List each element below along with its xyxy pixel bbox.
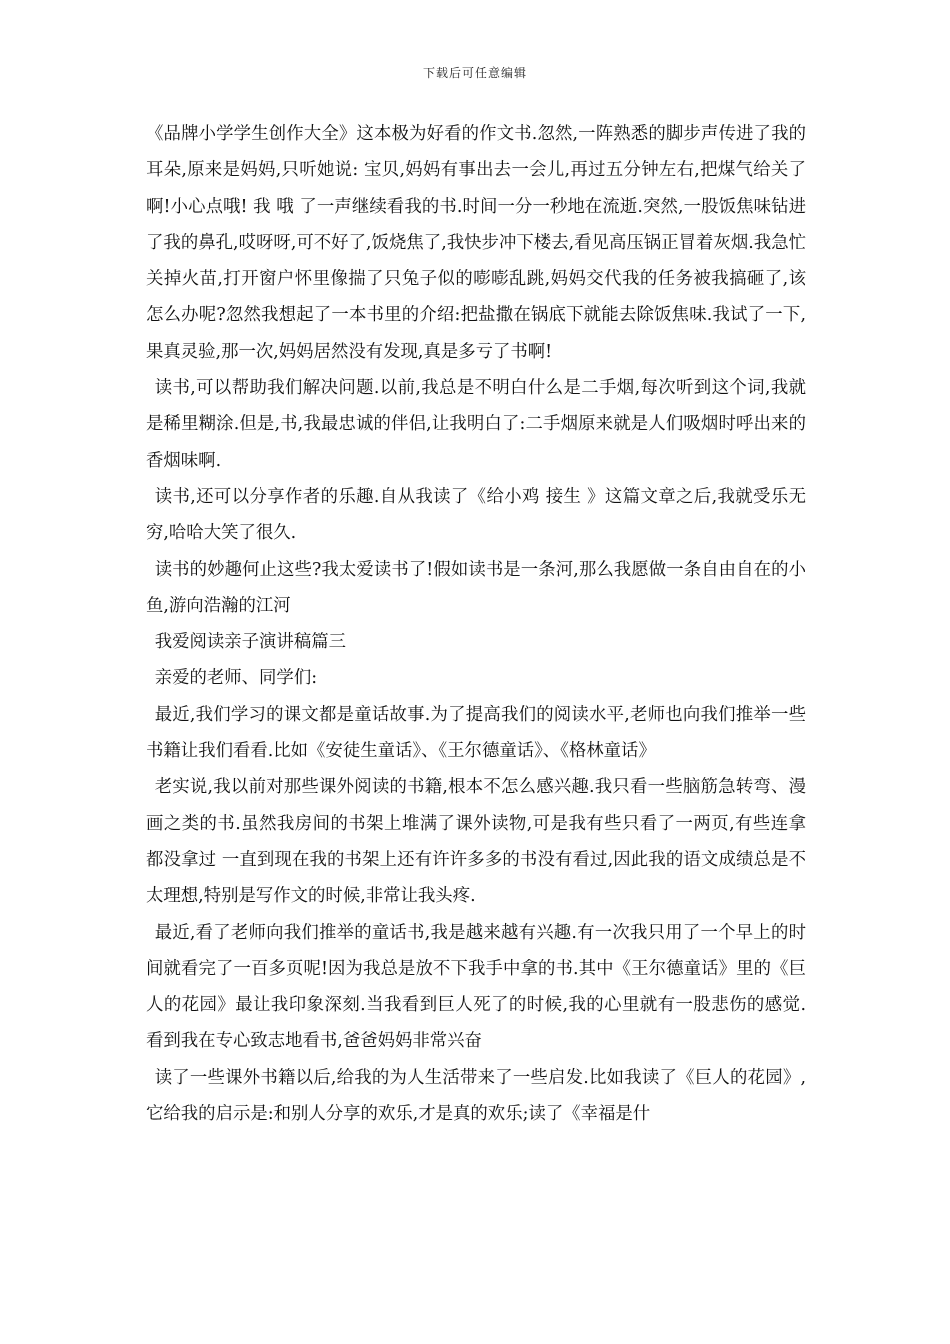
paragraph-4: 读书的妙趣何止这些?我太爱读书了!假如读书是一条河,那么我愿做一条自由自在的小鱼,游向浩瀚的江河 <box>146 559 806 616</box>
paragraph-5: 最近,我们学习的课文都是童话故事.为了提高我们的阅读水平,老师也向我们推举一些书籍让我们看看.比如《安徒生童话》、《王尔德童话》、《格林童话》 <box>146 704 806 762</box>
paragraph-2: 读书,可以帮助我们解决问题.以前,我总是不明白什么是二手烟,每次听到这个词,我就是稀里糊涂.但是,书,我最忠诚的伴侣,让我明白了:二手烟原来就是人们吸烟时呼出来的香烟味啊. <box>146 378 806 471</box>
section-title: 我爱阅读亲子演讲稿篇三 <box>154 632 346 653</box>
paragraph-3: 读书,还可以分享作者的乐趣.自从我读了《给小鸡 接生 》这篇文章之后,我就受乐无穷,哈哈大笑了很久. <box>146 486 806 544</box>
page-header: 下载后可任意编辑 <box>422 66 527 80</box>
document-body <box>146 116 806 1132</box>
paragraph-7: 最近,看了老师向我们推举的童话书,我是越来越有兴趣.有一次我只用了一个早上的时间就看完了一百多页呢!因为我总是放不下我手中拿的书.其中《王尔德童话》里的《巨人的花园》最让我印象深刻.当我看到巨人死了的时候,我的心里就有一股悲伤的感觉.看到我在专心致志地看书,爸爸妈妈非常兴奋 <box>146 922 806 1052</box>
salutation: 亲爱的老师、同学们: <box>154 668 318 689</box>
paragraph-1: 《品牌小学学生创作大全》这本极为好看的作文书.忽然,一阵熟悉的脚步声传进了我的耳朵,原来是妈妈,只听她说: 宝贝,妈妈有事出去一会儿,再过五分钟左右,把煤气给关了啊!小心点哦! 我 哦 了一声继续看我的书.时间一分一秒地在流逝.突然,一股饭焦味钻进了我的鼻孔,哎呀呀,可不好了,饭烧焦了,我快步冲下楼去,看见高压锅正冒着灰烟.我急忙关掉火苗,打开窗户怀里像揣了只兔子似的嘭嘭乱跳,妈妈交代我的任务被我搞砸了,该怎么办呢?忽然我想起了一本书里的介绍:把盐撒在锅底下就能去除饭焦味.我试了一下,果真灵验,那一次,妈妈居然没有发现,真是多亏了书啊! <box>146 124 806 362</box>
paragraph-6: 老实说,我以前对那些课外阅读的书籍,根本不怎么感兴趣.我只看一些脑筋急转弯、漫画之类的书.虽然我房间的书架上堆满了课外读物,可是我有些只看了一两页,有些连拿都没拿过 一直到现在我的书架上还有许许多多的书没有看过,因此我的语文成绩总是不太理想,特别是写作文的时候,非常让我头疼. <box>146 777 806 907</box>
paragraph-8: 读了一些课外书籍以后,给我的为人生活带来了一些启发.比如我读了《巨人的花园》,它给我的启示是:和别人分享的欢乐,才是真的欢乐;读了《幸福是什 <box>146 1067 806 1125</box>
